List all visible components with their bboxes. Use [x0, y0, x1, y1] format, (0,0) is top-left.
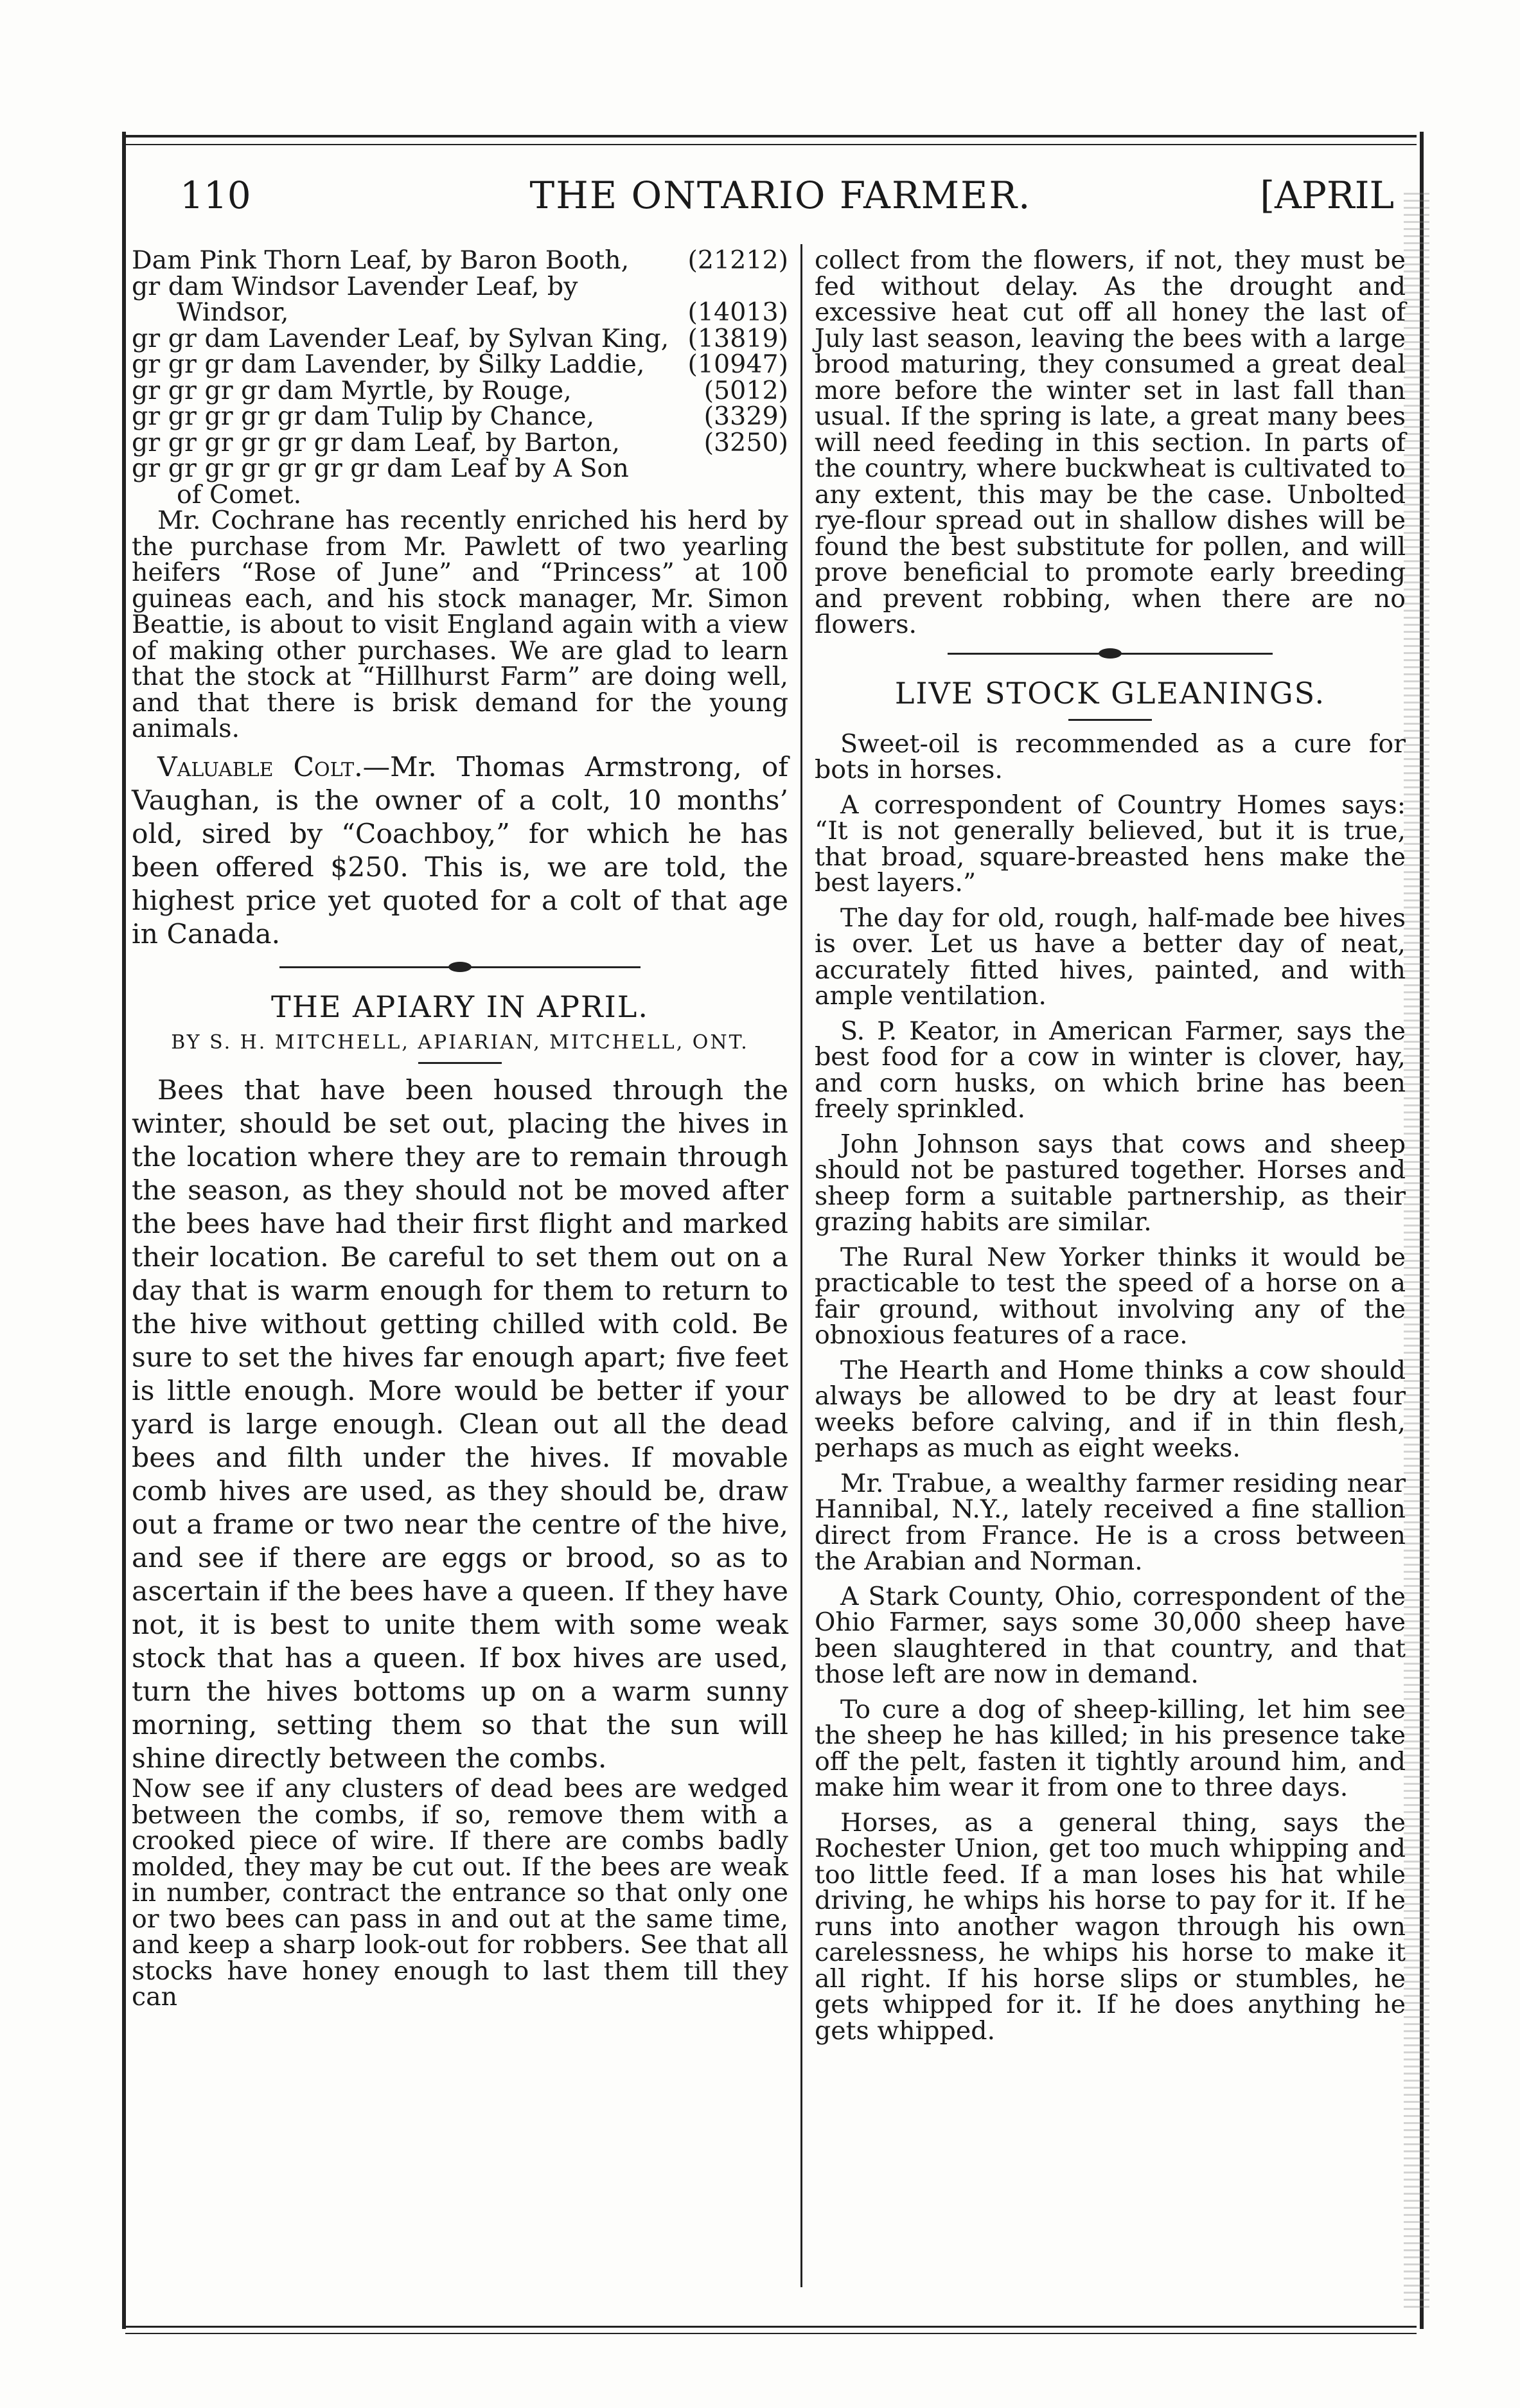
gleaning-item: The Rural New Yorker thinks it would be practicable to test the speed of a horse on a fair ground, without involving any of the obnoxious features of a race.	[815, 1242, 1406, 1350]
pedigree-line: gr gr gr gr gr gr gr dam Leaf by A Son	[132, 454, 629, 483]
gleaning-item: Horses, as a general thing, says the Rochester Union, get too much whipping and too little feed. If a man loses his hat while driving, he whips his horse to pay for it. If he runs into another wagon through his own carelessness, he whips his horse to make it all right. If his horse slips or stumbles, he gets whipped for it. If he does anything he gets whipped.	[815, 1807, 1406, 2046]
pedigree-line: gr gr gr gr gr gr dam Leaf, by Barton, (3250)	[132, 427, 788, 457]
gleaning-item: A correspondent of Country Homes says: “It is not generally believed, but it is true, that broad, square-breasted hens make the best layers.”	[815, 790, 1406, 898]
apiary-continuation: collect from the flowers, if not, they must be fed without delay. As the drought and excessive heat cut off all honey the last of July last season, leaving the bees with a large brood maturing, they consumed a great deal more before the winter set in last fall than usual. If the spring is late, a great many bees will need feeding in this section. In parts of the country, where buckwheat is cultivated to any extent, this may be the case. Unbolted rye-flour spread out in shallow dishes will be found the best substitute for pollen, and will prove beneficial to promote early breeding and prevent robbing, when there are no flowers.	[815, 245, 1406, 639]
apiary-heading: THE APIARY IN APRIL.	[271, 989, 649, 1024]
pedigree-line: gr gr gr dam Lavender, by Silky Laddie, (10947)	[132, 350, 788, 379]
pedigree-line: gr dam Windsor Lavender Leaf, by	[132, 271, 578, 301]
apiary-byline: BY S. H. MITCHELL, APIARIAN, MITCHELL, ONT.	[171, 1031, 749, 1054]
page-header	[161, 173, 1401, 231]
colt-lead: Valuable Colt.	[157, 751, 363, 783]
pedigree-list	[132, 247, 788, 508]
cochrane-paragraph: Mr. Cochrane has recently enriched his herd by the purchase from Mr. Pawlett of two yearling heifers “Rose of June” and “Princess” at 100 guineas each, and his stock manager, Mr. Simon Beattie, is about to visit England again with a view of making other purchases. We are glad to learn that the stock at “Hillhurst Farm” are doing well, and that there is brisk demand for the young animals.	[132, 506, 788, 743]
colt-paragraph	[132, 751, 788, 952]
pedigree-line: Windsor, (14013)	[177, 297, 788, 327]
short-rule	[1068, 719, 1152, 721]
apiary-paragraph-2: Now see if any clusters of dead bees are wedged between the combs, if so, remove them with a crooked piece of wire. If there are combs badly molded, they may be cut out. If the bees are weak in number, contract the entrance so that only one or two bees can pass in and out at the same time, and keep a sharp look-out for robbers. See that all stocks have honey enough to last them till they can	[132, 1774, 788, 2012]
gleaning-item: The Hearth and Home thinks a cow should always be allowed to be dry at least four weeks before calving, and if in thin flesh, perhaps as much as eight weeks.	[815, 1355, 1406, 1463]
short-rule	[418, 1062, 502, 1064]
page-number: 110	[180, 173, 251, 217]
pedigree-line: gr gr gr gr dam Myrtle, by Rouge, (5012)	[132, 375, 788, 405]
pedigree-line: Dam Pink Thorn Leaf, by Baron Booth, (21212)	[132, 245, 788, 275]
gleaning-item: The day for old, rough, half-made bee hives is over. Let us have a better day of neat, accurately fitted hives, painted, and with ample ventilation.	[815, 903, 1406, 1011]
issue-month: [APRIL	[1260, 173, 1394, 217]
section-separator	[948, 644, 1273, 662]
pedigree-line: of Comet.	[177, 479, 302, 509]
left-rule	[122, 132, 126, 2329]
left-column	[132, 247, 788, 2010]
apiary-paragraph-1: Bees that have been housed through the winter, should be set out, placing the hives in the location where they are to remain through the season, as they should not be moved after the bees have had their first flight and marked their location. Be careful to set them out on a day that is warm enough for them to return to the hive without getting chilled with cold. Be sure to set the hives far enough apart; five feet is little enough. More would be better if your yard is large enough. Clean out all the dead bees and filth under the hives. If movable comb hives are used, as they should be, draw out a frame or two near the centre of the hive, and see if there are eggs or brood, so as to ascertain if the bees have a queen. If they have not, it is best to unite them with some weak stock that has a queen. If box hives are used, turn the hives bottoms up on a warm sunny morning, setting them so that the sun will shine directly between the combs.	[132, 1075, 788, 1775]
pedigree-line: gr gr dam Lavender Leaf, by Sylvan King, (13819)	[132, 323, 788, 353]
section-separator	[279, 958, 641, 976]
gleaning-item: A Stark County, Ohio, correspondent of the Ohio Farmer, says some 30,000 sheep have been slaughtered in that country, and that those left are now in demand.	[815, 1581, 1406, 1689]
gleaning-item: Sweet-oil is recommended as a cure for bots in horses.	[815, 729, 1406, 784]
pedigree-line: gr gr gr gr gr dam Tulip by Chance, (3329)	[132, 402, 788, 431]
page-title: THE ONTARIO FARMER.	[529, 173, 1032, 217]
bottom-rule	[125, 2326, 1417, 2334]
colt-text: —Mr. Thomas Armstrong, of Vaughan, is the owner of a colt, 10 months’ old, sired by “Coachboy,” for which he has been offered $250. This is, we are told, the highest price yet quoted for a colt of that age in Canada.	[132, 751, 788, 950]
gleaning-item: S. P. Keator, in American Farmer, says the best food for a cow in winter is clover, hay, and corn husks, on which brine has been freely sprinkled.	[815, 1016, 1406, 1124]
top-rule	[125, 135, 1417, 145]
livestock-heading: LIVE STOCK GLEANINGS.	[894, 675, 1326, 711]
gleaning-item: Mr. Trabue, a wealthy farmer residing near Hannibal, N.Y., lately received a fine stallion direct from France. He is a cross between the Arabian and Norman.	[815, 1468, 1406, 1576]
gleaning-item: John Johnson says that cows and sheep should not be pastured together. Horses and sheep form a suitable partnership, as their grazing habits are similar.	[815, 1129, 1406, 1237]
right-column	[815, 247, 1406, 2044]
gleaning-item: To cure a dog of sheep-killing, let him see the sheep he has killed; in his presence take off the pelt, fasten it tightly around him, and make him wear it from one to three days.	[815, 1694, 1406, 1802]
column-divider	[800, 244, 802, 2287]
gutter-bleed	[1404, 193, 1429, 2313]
